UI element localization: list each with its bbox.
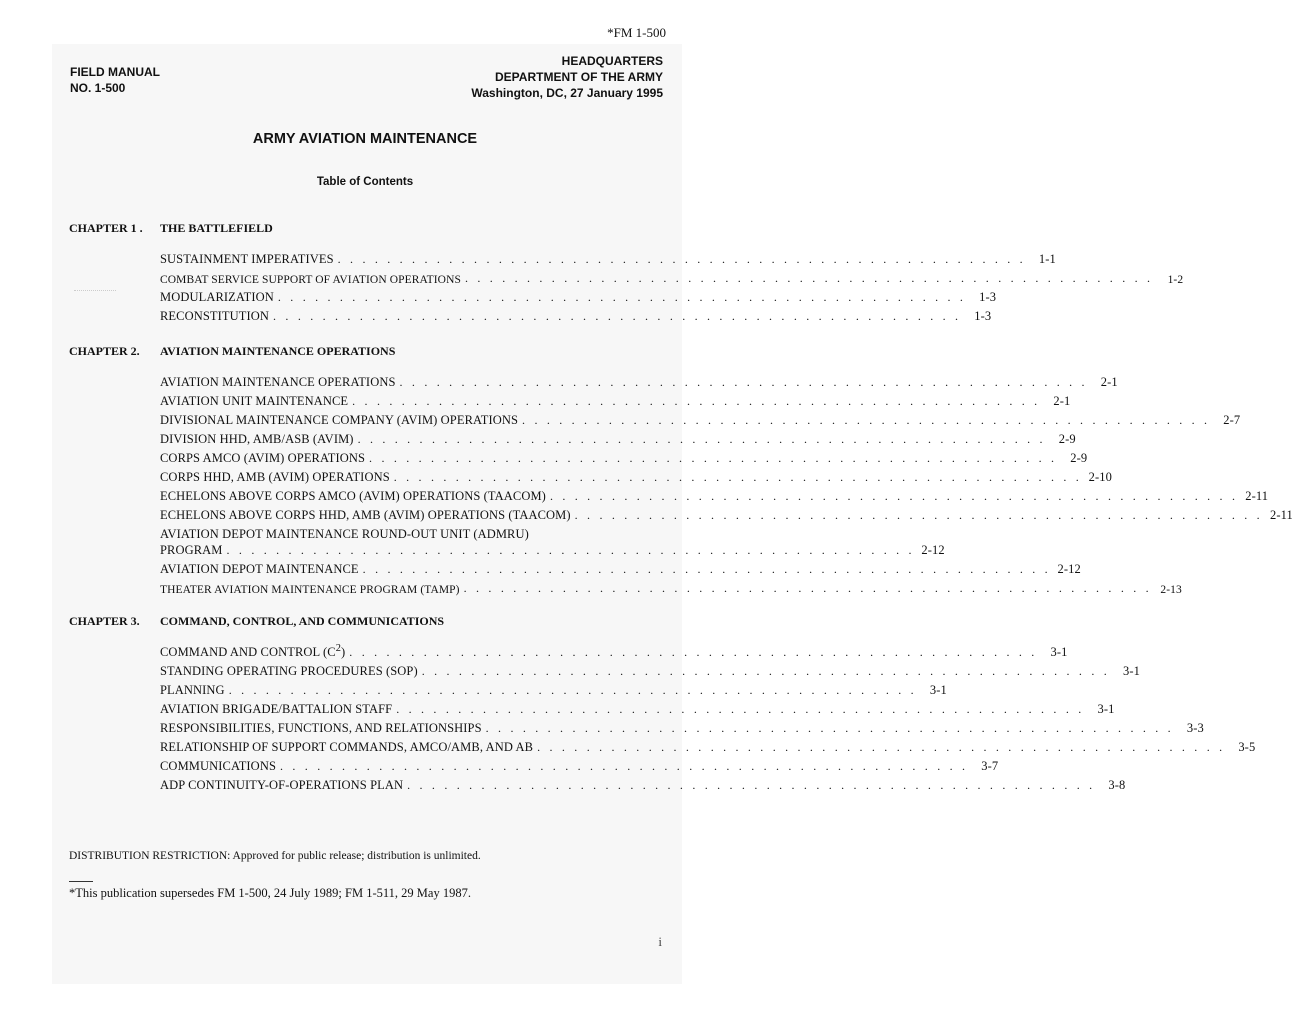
leader-dots: . . . . . . . . . . . . . . . . . . . . . . . . . . . . . . . . . . . . . . . . . . . . . . . . . . . . . . . .: [485, 721, 1174, 735]
toc-entry-title: AVIATION DEPOT MAINTENANCE: [160, 562, 359, 576]
leader-dots: . . . . . . . . . . . . . . . . . . . . . . . . . . . . . . . . . . . . . . . . . . . . . . . . . . . . . . . .: [369, 451, 1058, 465]
field-manual-number: NO. 1-500: [70, 81, 126, 95]
toc-entry-title: RESPONSIBILITIES, FUNCTIONS, AND RELATIONSHIPS: [160, 721, 482, 735]
chapter-title: AVIATION MAINTENANCE OPERATIONS: [160, 344, 396, 358]
toc-page-number: 1-3: [974, 309, 992, 323]
toc-entry-title: AVIATION MAINTENANCE OPERATIONS: [160, 375, 396, 389]
toc-page-number: 2-1: [1053, 394, 1071, 408]
toc-entry[interactable]: [160, 540, 945, 558]
toc-entry[interactable]: [160, 505, 1293, 523]
toc-entry[interactable]: [160, 410, 1241, 428]
leader-dots: . . . . . . . . . . . . . . . . . . . . . . . . . . . . . . . . . . . . . . . . . . . . . . . . . . . . . . . .: [362, 562, 1051, 576]
toc-entry[interactable]: [160, 486, 1269, 504]
toc-page-number: 2-13: [1160, 584, 1182, 596]
toc-page-number: 2-12: [1057, 562, 1081, 576]
toc-entry-title: ECHELONS ABOVE CORPS AMCO (AVIM) OPERATIONS (TAACOM): [160, 489, 546, 503]
toc-page-number: 2-10: [1088, 470, 1112, 484]
leader-dots: . . . . . . . . . . . . . . . . . . . . . . . . . . . . . . . . . . . . . . . . . . . . . . . . . . . . . . . .: [280, 759, 969, 773]
page-number: i: [658, 934, 662, 949]
toc-entry[interactable]: [160, 306, 992, 324]
toc-entry[interactable]: [160, 448, 1088, 466]
toc-page-number: 2-9: [1058, 432, 1076, 446]
toc-entry[interactable]: [160, 642, 1068, 660]
toc-entry[interactable]: [160, 718, 1204, 736]
leader-dots: . . . . . . . . . . . . . . . . . . . . . . . . . . . . . . . . . . . . . . . . . . . . . . . . . . . . . . . .: [522, 413, 1211, 427]
chapter-title: COMMAND, CONTROL, AND COMMUNICATIONS: [160, 614, 445, 628]
toc-entry[interactable]: [160, 467, 1112, 485]
toc-entry[interactable]: [160, 429, 1076, 447]
toc-entry[interactable]: [160, 372, 1118, 390]
leader-dots: . . . . . . . . . . . . . . . . . . . . . . . . . . . . . . . . . . . . . . . . . . . . . . . . . . . . . . . .: [407, 778, 1096, 792]
toc-entry-title: ECHELONS ABOVE CORPS HHD, AMB (AVIM) OPERATIONS (TAACOM): [160, 508, 571, 522]
toc-entry-title-end: ): [341, 645, 346, 659]
toc-page-number: 2-12: [921, 543, 945, 557]
toc-entry[interactable]: [160, 661, 1140, 679]
toc-entry[interactable]: [160, 756, 999, 774]
leader-dots: . . . . . . . . . . . . . . . . . . . . . . . . . . . . . . . . . . . . . . . . . . . . . . . . . . . . . . . .: [337, 252, 1026, 266]
toc-entry[interactable]: [160, 737, 1256, 755]
leader-dots: . . . . . . . . . . . . . . . . . . . . . . . . . . . . . . . . . . . . . . . . . . . . . . . . . . . . . . . .: [549, 489, 1239, 503]
toc-page-number: 2-7: [1223, 413, 1241, 427]
toc-heading: Table of Contents: [316, 176, 414, 188]
toc-entry-title: PROGRAM: [160, 543, 223, 557]
leader-dots: . . . . . . . . . . . . . . . . . . . . . . . . . . . . . . . . . . . . . . . . . . . . . . . . . . . . . . . .: [273, 309, 962, 323]
toc-page-number: 1-3: [979, 290, 997, 304]
toc-page-number: 3-1: [1122, 664, 1140, 678]
toc-entry-title: PLANNING: [160, 683, 225, 697]
toc-entry-title: RECONSTITUTION: [160, 309, 270, 323]
toc-page-number: 2-11: [1270, 508, 1293, 522]
toc-entry[interactable]: [160, 249, 1056, 267]
toc-page-number: 3-7: [981, 759, 999, 773]
document-id: *FM 1-500: [607, 25, 666, 40]
toc-entry-title: AVIATION DEPOT MAINTENANCE ROUND-OUT UNIT (ADMRU): [160, 527, 529, 541]
leader-dots: . . . . . . . . . . . . . . . . . . . . . . . . . . . . . . . . . . . . . . . . . . . . . . . . . . . . . . . .: [396, 702, 1085, 716]
headquarters-block: [471, 53, 663, 101]
leader-dots: . . . . . . . . . . . . . . . . . . . . . . . . . . . . . . . . . . . . . . . . . . . . . . . . . . . . . . . .: [463, 581, 1152, 595]
toc-page-number: 2-9: [1070, 451, 1088, 465]
toc-page-number: 2-1: [1100, 375, 1118, 389]
leader-dots: . . . . . . . . . . . . . . . . . . . . . . . . . . . . . . . . . . . . . . . . . . . . . . . . . . . . . . . .: [465, 271, 1154, 285]
scan-artifact: [74, 290, 116, 291]
toc-entry-title: RELATIONSHIP OF SUPPORT COMMANDS, AMCO/AMB, AND AB: [160, 740, 534, 754]
document-title: ARMY AVIATION MAINTENANCE: [252, 131, 478, 147]
hq-line: HEADQUARTERS: [561, 54, 663, 68]
toc-page-number: 3-3: [1186, 721, 1204, 735]
leader-dots: . . . . . . . . . . . . . . . . . . . . . . . . . . . . . . . . . . . . . . . . . . . . . . . . . . . . . . . .: [421, 664, 1110, 678]
toc-entry[interactable]: [160, 391, 1071, 409]
chapter-label: CHAPTER 1 .: [69, 221, 143, 235]
toc-entry-title: STANDING OPERATING PROCEDURES (SOP): [160, 664, 418, 678]
toc-entry-title: ADP CONTINUITY-OF-OPERATIONS PLAN: [160, 778, 404, 792]
leader-dots: . . . . . . . . . . . . . . . . . . . . . . . . . . . . . . . . . . . . . . . . . . . . . . . . . . . . . . . .: [226, 543, 915, 557]
field-manual-line: FIELD MANUAL: [70, 65, 160, 79]
hq-date: Washington, DC, 27 January 1995: [471, 86, 663, 100]
toc-entry-title: [160, 643, 345, 660]
toc-entry[interactable]: [160, 268, 1184, 286]
toc-entry[interactable]: [160, 287, 997, 305]
leader-dots: . . . . . . . . . . . . . . . . . . . . . . . . . . . . . . . . . . . . . . . . . . . . . . . . . . . . . . . .: [399, 375, 1088, 389]
footnote-rule: [69, 881, 93, 882]
leader-dots: . . . . . . . . . . . . . . . . . . . . . . . . . . . . . . . . . . . . . . . . . . . . . . . . . . . . . . . .: [393, 470, 1082, 484]
leader-dots: . . . . . . . . . . . . . . . . . . . . . . . . . . . . . . . . . . . . . . . . . . . . . . . . . . . . . . . .: [277, 290, 967, 304]
toc-entry[interactable]: [160, 775, 1126, 793]
supersedes-note: *This publication supersedes FM 1-500, 24 July 1989; FM 1-511, 29 May 1987.: [69, 886, 471, 900]
toc-entry[interactable]: [160, 578, 1182, 596]
toc-entry-title: DIVISION HHD, AMB/ASB (AVIM): [160, 432, 354, 446]
toc-entry-title: CORPS AMCO (AVIM) OPERATIONS: [160, 451, 366, 465]
chapter-title: THE BATTLEFIELD: [160, 221, 273, 235]
toc-entry[interactable]: [160, 680, 947, 698]
toc-entry-title: SUSTAINMENT IMPERATIVES: [160, 252, 334, 266]
toc-entry-title: DIVISIONAL MAINTENANCE COMPANY (AVIM) OPERATIONS: [160, 413, 519, 427]
leader-dots: . . . . . . . . . . . . . . . . . . . . . . . . . . . . . . . . . . . . . . . . . . . . . . . . . . . . . . . .: [537, 740, 1226, 754]
distribution-restriction: DISTRIBUTION RESTRICTION: Approved for public release; distribution is unlimited.: [69, 850, 481, 862]
leader-dots: . . . . . . . . . . . . . . . . . . . . . . . . . . . . . . . . . . . . . . . . . . . . . . . . . . . . . . . .: [349, 645, 1038, 659]
toc-page-number: 3-5: [1238, 740, 1256, 754]
toc-entry-title: COMMUNICATIONS: [160, 759, 276, 773]
toc-page-number: 3-8: [1108, 778, 1126, 792]
toc-page-number: 3-1: [1050, 645, 1068, 659]
leader-dots: . . . . . . . . . . . . . . . . . . . . . . . . . . . . . . . . . . . . . . . . . . . . . . . . . . . . . . . .: [228, 683, 917, 697]
toc-entry-title: COMBAT SERVICE SUPPORT OF AVIATION OPERATIONS: [160, 274, 461, 286]
toc-entry-title: THEATER AVIATION MAINTENANCE PROGRAM (TAMP): [160, 584, 460, 596]
hq-department: DEPARTMENT OF THE ARMY: [495, 70, 663, 84]
leader-dots: . . . . . . . . . . . . . . . . . . . . . . . . . . . . . . . . . . . . . . . . . . . . . . . . . . . . . . . .: [357, 432, 1046, 446]
leader-dots: . . . . . . . . . . . . . . . . . . . . . . . . . . . . . . . . . . . . . . . . . . . . . . . . . . . . . . . .: [352, 394, 1041, 408]
leader-dots: . . . . . . . . . . . . . . . . . . . . . . . . . . . . . . . . . . . . . . . . . . . . . . . . . . . . . . . .: [574, 508, 1263, 522]
toc-page-number: 3-1: [1097, 702, 1115, 716]
toc-entry-title-main: COMMAND AND CONTROL (C: [160, 645, 336, 659]
toc-entry[interactable]: [160, 699, 1115, 717]
toc-page-number: 1-2: [1167, 274, 1184, 286]
superscript: 2: [335, 642, 342, 654]
toc-page-number: 2-11: [1245, 489, 1269, 503]
toc-entry[interactable]: [160, 559, 1081, 577]
toc-entry-title: AVIATION BRIGADE/BATTALION STAFF: [160, 702, 393, 716]
toc-page-number: 1-1: [1038, 252, 1056, 266]
chapter-label: CHAPTER 2.: [69, 344, 140, 358]
chapter-label: CHAPTER 3.: [69, 614, 140, 628]
toc-entry-title: CORPS HHD, AMB (AVIM) OPERATIONS: [160, 470, 390, 484]
toc-entry-title: AVIATION UNIT MAINTENANCE: [160, 394, 349, 408]
field-manual-label: [70, 64, 160, 96]
toc-entry-title: MODULARIZATION: [160, 290, 274, 304]
toc-page-number: 3-1: [929, 683, 947, 697]
